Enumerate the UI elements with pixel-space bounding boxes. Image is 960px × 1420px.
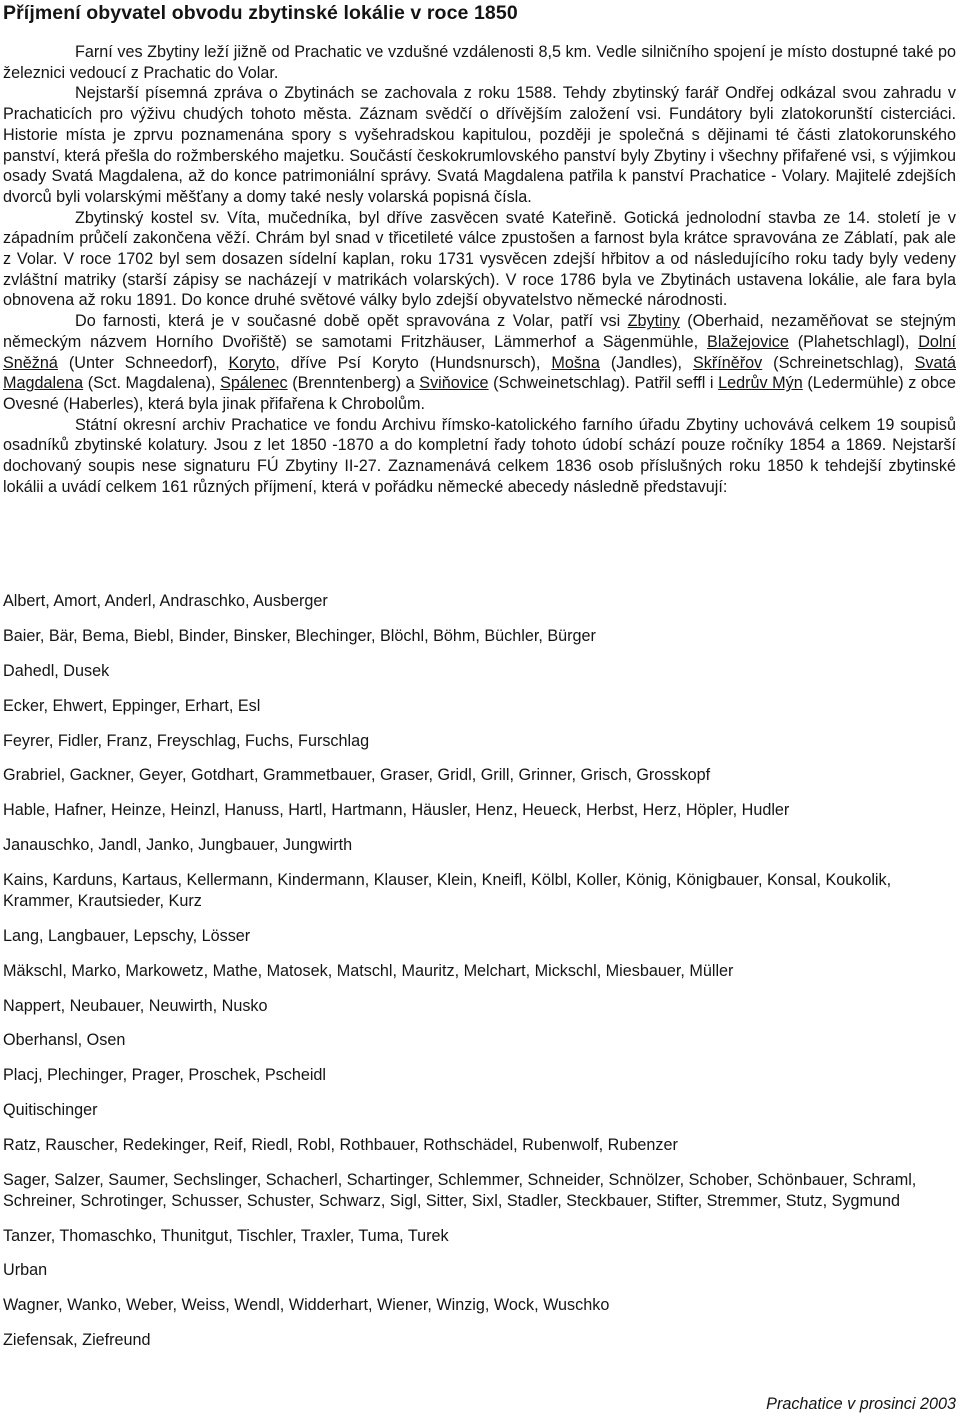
surname-group-u: Urban (3, 1261, 48, 1280)
paragraph-history: Nejstarší písemná zpráva o Zbytinách se zachovala z roku 1588. Tehdy zbytinský farář Ondřej odkázal svou zahradu v Prachaticích pro výživu chudých tohoto města. Záznam svědčí o dřívějším založení vsi. Fundátory byli zlatokorunští cisterciáci. Historie místa je zprvu poznamenána spory s vyšehradskou kapitulou, později je společná s dějinami té části zlatokorunského panství, která přešla do rožmberského majetku. Součástí českokrumlovského panství byly Zbytiny i všechny přifařené vsi, s výjimkou osady Svatá Magdalena, až do konce patrimoniální správy. Svatá Magdalena patřila k panství Prachatice - Volary. Majitelé zdejších dvorců byli volarskými měšťany a domy také nesly volarská popisná čísla. (3, 84, 956, 206)
surname-group-a: Albert, Amort, Anderl, Andraschko, Ausberger (3, 592, 328, 610)
footer-place-date: Prachatice v prosinci 2003 (766, 1395, 956, 1413)
link-zbytiny[interactable]: Zbytiny (627, 312, 680, 331)
document-title: Příjmení obyvatel obvodu zbytinské lokálie v roce 1850 (3, 2, 518, 24)
surname-group-r: Ratz, Rauscher, Redekinger, Reif, Riedl, Robl, Rothbauer, Rothschädel, Rubenwolf, Rubenzer (3, 1136, 678, 1155)
text-run: (Schweinetschlag). Patřil seffl i (488, 374, 719, 393)
surname-group-j: Janauschko, Jandl, Janko, Jungbauer, Jungwirth (3, 836, 353, 855)
text-run: Do farnosti, která je v současné době opět spravována z Volar, patří vsi (75, 312, 628, 331)
surname-group-e: Ecker, Ehwert, Eppinger, Erhart, Esl (3, 696, 261, 715)
surname-group-h: Hable, Hafner, Heinze, Heinzl, Hanuss, Hartl, Hartmann, Häusler, Henz, Heueck, Herbst, Herz, Höpler, Hudler (3, 801, 790, 820)
link-skrinerov[interactable]: Skříněřov (692, 353, 763, 372)
text-run: (Brenntenberg) a (287, 374, 420, 393)
surname-group-f: Feyrer, Fidler, Franz, Freyschlag, Fuchs, Furschlag (3, 731, 370, 750)
text-run: (Oberhaid, nezaměňovat se stejným německým názvem Horního Dvořiště) se samotami Fritzhäuser, Lämmerhof a Sägenmühle, (3, 312, 957, 351)
link-svinovice[interactable]: Sviňovice (419, 374, 489, 393)
paragraph-parish (3, 311, 956, 415)
text-run: (Jandles), (599, 353, 693, 372)
text-run: (Sct. Magdalena), (83, 374, 221, 393)
link-blazejovice[interactable]: Blažejovice (707, 332, 789, 351)
text-run: (Plahetschlagl), (788, 332, 919, 351)
surname-list (3, 591, 956, 1365)
text-run: (Ledermühle) z obce Ovesné (Haberles), která byla jinak přifařena k Chrobolům. (3, 374, 956, 413)
surname-group-w: Wagner, Wanko, Weber, Weiss, Wendl, Widderhart, Wiener, Winzig, Wock, Wuschko (3, 1296, 610, 1315)
paragraph-archive: Státní okresní archiv Prachatice ve fondu Archivu římsko-katolického farního úřadu Zbytiny uchovává celkem 19 soupisů osadníků zbytinské kolatury. Jsou z let 1850 -1870 a do kompletní řady tohoto údobí schází pouze ročníky 1854 a 1869. Nejstarší dochovaný soupis nese signaturu FÚ Zbytiny II-27. Zaznamenává celkem 1836 osob příslušných roku 1850 k tehdejší zbytinské lokálii a uvádí celkem 161 různých příjmení, která v pořádku německé abecedy následně představují: (3, 415, 956, 496)
link-leduv-myn[interactable]: Ledrův Mýn (718, 374, 803, 393)
link-koryto[interactable]: Koryto (228, 353, 276, 372)
surname-group-p: Placj, Plechinger, Prager, Proschek, Pscheidl (3, 1066, 327, 1085)
surname-group-s: Sager, Salzer, Saumer, Sechslinger, Schacherl, Schartinger, Schlemmer, Schneider, Schnölzer, Schober, Schönbauer, Schraml, Schreiner, Schrotinger, Schusser, Schuster, Schwarz, Sigl, Sitter, Sixl, Stadler, Steckbauer, Stifter, Stremmer, Stutz, Sygmund (3, 1170, 917, 1210)
paragraph-location: Farní ves Zbytiny leží jižně od Prachatic ve vzdušné vzdálenosti 8,5 km. Vedle silničního spojení je místo dostupné také po železnici vedoucí z Prachatic do Volar. (3, 43, 956, 82)
surname-group-o: Oberhansl, Osen (3, 1031, 126, 1050)
surname-group-l: Lang, Langbauer, Lepschy, Lösser (3, 926, 251, 945)
surname-group-n: Nappert, Neubauer, Neuwirth, Nusko (3, 996, 268, 1015)
surname-group-d: Dahedl, Dusek (3, 661, 110, 680)
link-mosna[interactable]: Mošna (551, 353, 600, 372)
surname-group-q: Quitischinger (3, 1101, 98, 1120)
text-run: , dříve Psí Koryto (Hundsnursch), (275, 353, 552, 372)
text-run: (Unter Schneedorf), (57, 353, 229, 372)
text-run: (Schreinetschlag), (762, 353, 915, 372)
surname-group-z: Ziefensak, Ziefreund (3, 1331, 151, 1350)
link-spalenec[interactable]: Spálenec (220, 374, 288, 393)
paragraph-church: Zbytinský kostel sv. Víta, mučedníka, byl dříve zasvěcen svaté Kateřině. Gotická jednolodní stavba ze 14. století je v západním průčelí zakončena věží. Chrám byl snad v třicetileté válce zpustošen a farnost byla krátce spravována ze Záblatí, pak ale z Volar. V roce 1702 byl sem dosazen sídelní kaplan, roku 1731 vysvěcen zdejší hřbitov a od následujícího roku tady byly vedeny zvláštní matriky (starší zápisy se nacházejí v matrikách volarských). V roce 1786 byla ve Zbytinách ustavena lokálie, ale fara byla obnovena až roku 1891. Do konce druhé světové války bylo zdejší obyvatelstvo německé národnosti. (3, 208, 956, 310)
article-body (3, 42, 956, 497)
surname-group-b: Baier, Bär, Bema, Biebl, Binder, Binsker, Blechinger, Blöchl, Böhm, Büchler, Bürger (3, 626, 596, 645)
link-dolni-snezna[interactable]: Dolní Sněžná (3, 332, 956, 372)
surname-group-k: Kains, Karduns, Kartaus, Kellermann, Kindermann, Klauser, Klein, Kneifl, Kölbl, Koller, König, Königbauer, Konsal, Koukolik, Krammer, Krautsieder, Kurz (3, 871, 892, 910)
link-svata-magdalena[interactable]: Svatá Magdalena (3, 353, 956, 393)
surname-group-g: Grabriel, Gackner, Geyer, Gotdhart, Grammetbauer, Graser, Gridl, Grill, Grinner, Grisch, Grosskopf (3, 766, 711, 785)
surname-group-t: Tanzer, Thomaschko, Thunitgut, Tischler, Traxler, Tuma, Turek (3, 1226, 449, 1245)
surname-group-m: Mäkschl, Marko, Markowetz, Mathe, Matosek, Matschl, Mauritz, Melchart, Mickschl, Miesbauer, Müller (3, 961, 734, 980)
